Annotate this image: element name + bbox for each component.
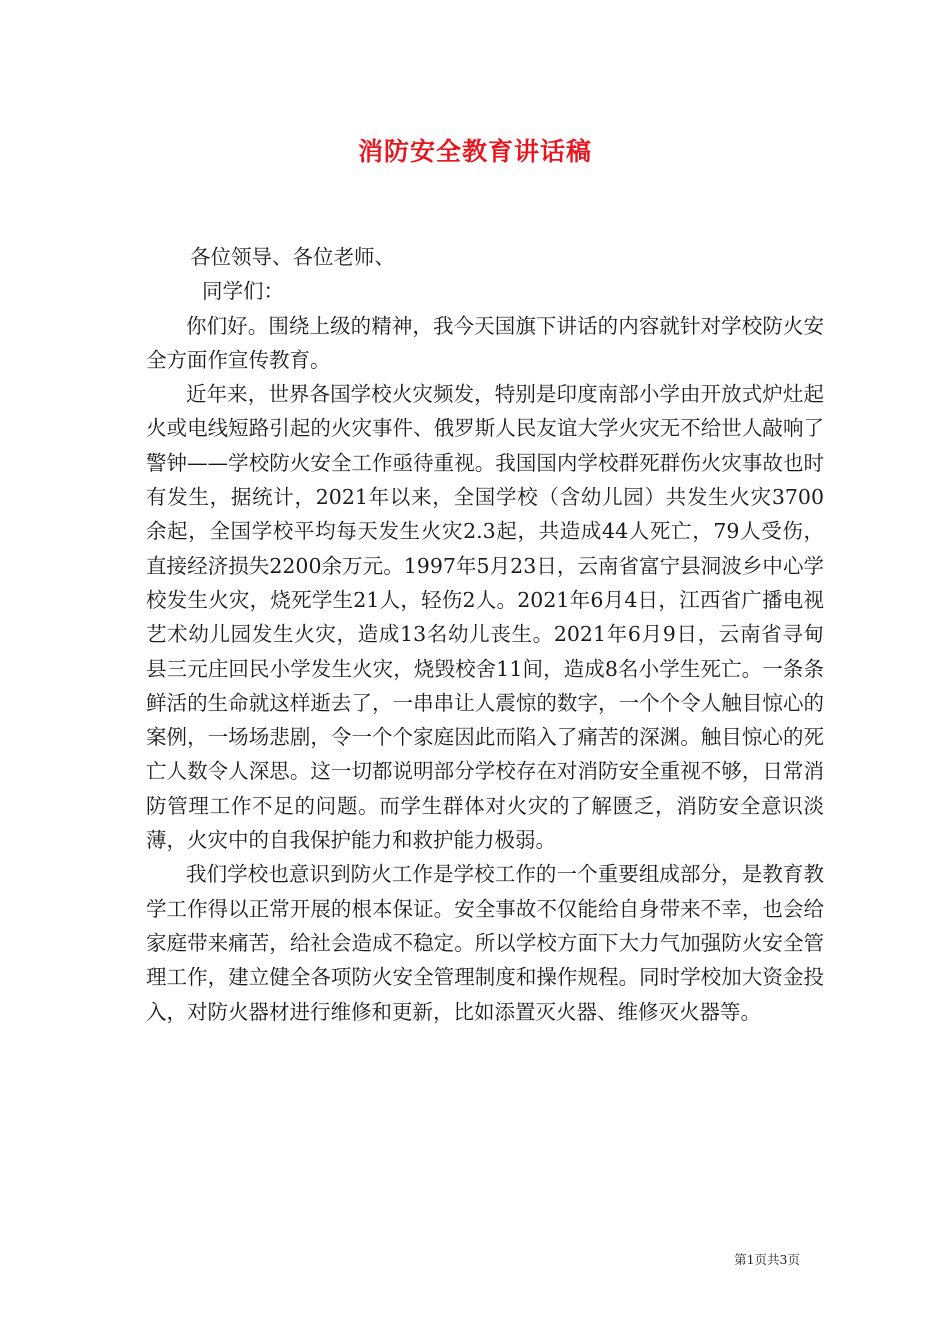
salutation-line-2: 同学们： <box>202 279 284 304</box>
page-title: 消防安全教育讲话稿 <box>357 137 592 166</box>
document-body <box>146 240 824 1029</box>
paragraph-statistics: 近年来，世界各国学校火灾频发，特别是印度南部小学由开放式炉灶起火或电线短路引起的火灾事件、俄罗斯人民友谊大学火灾无不给世人敲响了警钟——学校防火安全工作亟待重视。我国国内学校群死群伤火灾事故也时有发生，据统计，2021年以来，全国学校（含幼儿园）共发生火灾3700余起，全国学校平均每天发生火灾2.3起，共造成44人死亡，79人受伤，直接经济损失2200余万元。1997年5月23日，云南省富宁县洞波乡中心学校发生火灾，烧死学生21人，轻伤2人。2021年6月4日，江西省广播电视艺术幼儿园发生火灾，造成13名幼儿丧生。2021年6月9日，云南省寻甸县三元庄回民小学发生火灾，烧毁校舍11间，造成8名小学生死亡。一条条鲜活的生命就这样逝去了，一串串让人震惊的数字，一个个令人触目惊心的案例，一场场悲剧，令一个个家庭因此而陷入了痛苦的深渊。触目惊心的死亡人数令人深思。这一切都说明部分学校存在对消防安全重视不够，日常消防管理工作不足的问题。而学生群体对火灾的了解匮乏，消防安全意识淡薄，火灾中的自我保护能力和救护能力极弱。 <box>146 382 824 853</box>
page-number: 第1页共3页 <box>734 1252 800 1267</box>
salutation-line-1: 各位领导、各位老师、 <box>190 245 395 269</box>
paragraph-greeting: 你们好。围绕上级的精神，我今天国旗下讲话的内容就针对学校防火安全方面作宣传教育。 <box>146 313 824 372</box>
paragraph-school-measures: 我们学校也意识到防火工作是学校工作的一个重要组成部分，是教育教学工作得以正常开展的根本保证。安全事故不仅能给自身带来不幸，也会给家庭带来痛苦，给社会造成不稳定。所以学校方面下大力气加强防火安全管理工作，建立健全各项防火安全管理制度和操作规程。同时学校加大资金投入，对防火器材进行维修和更新，比如添置灭火器、维修灭火器等。 <box>146 862 824 1024</box>
